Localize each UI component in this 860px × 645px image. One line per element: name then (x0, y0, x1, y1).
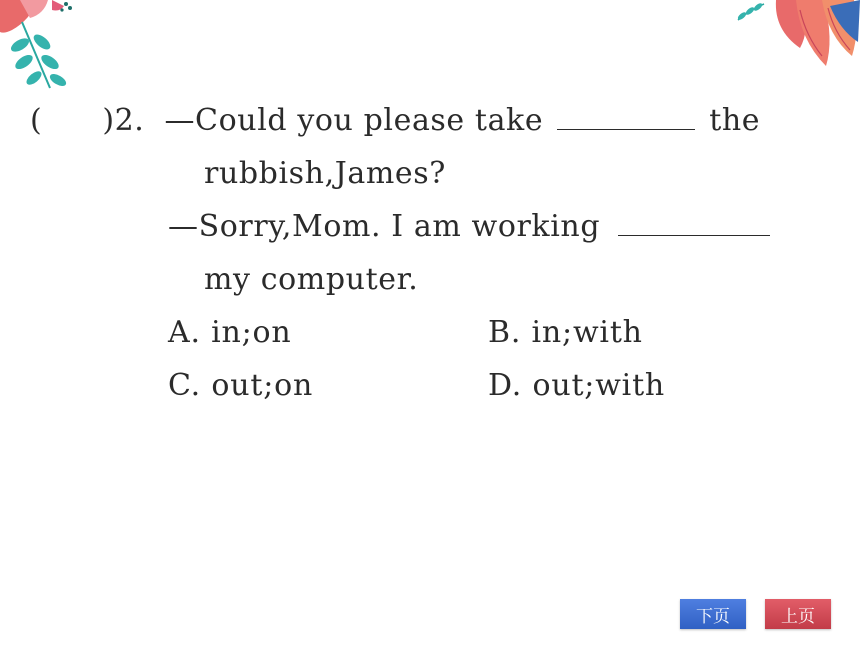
option-a: A. in;on (168, 315, 292, 350)
answer-paren-close: ) (102, 103, 115, 138)
question-line-1-tail: the (709, 103, 761, 138)
fill-blank-2[interactable] (618, 213, 770, 236)
question-number: 2. (114, 103, 145, 138)
question-line-1 (30, 104, 760, 138)
question-line-4: my computer. (204, 262, 419, 297)
answer-paren-open: ( (30, 103, 43, 138)
floral-decoration-top-right (730, 0, 860, 75)
question-line-2: rubbish,James? (204, 156, 446, 191)
fill-blank-1[interactable] (557, 107, 695, 130)
option-d: D. out;with (488, 368, 666, 403)
previous-page-button[interactable]: 上页 (765, 599, 831, 629)
option-c: C. out;on (168, 368, 314, 403)
option-b: B. in;with (488, 315, 643, 350)
next-page-button[interactable]: 下页 (680, 599, 746, 629)
question-line-3 (168, 210, 770, 244)
question-line-3-text: —Sorry,Mom. I am working (168, 209, 601, 244)
floral-decoration-top-left (0, 0, 80, 95)
question-line-1-text: —Could you please take (164, 103, 544, 138)
